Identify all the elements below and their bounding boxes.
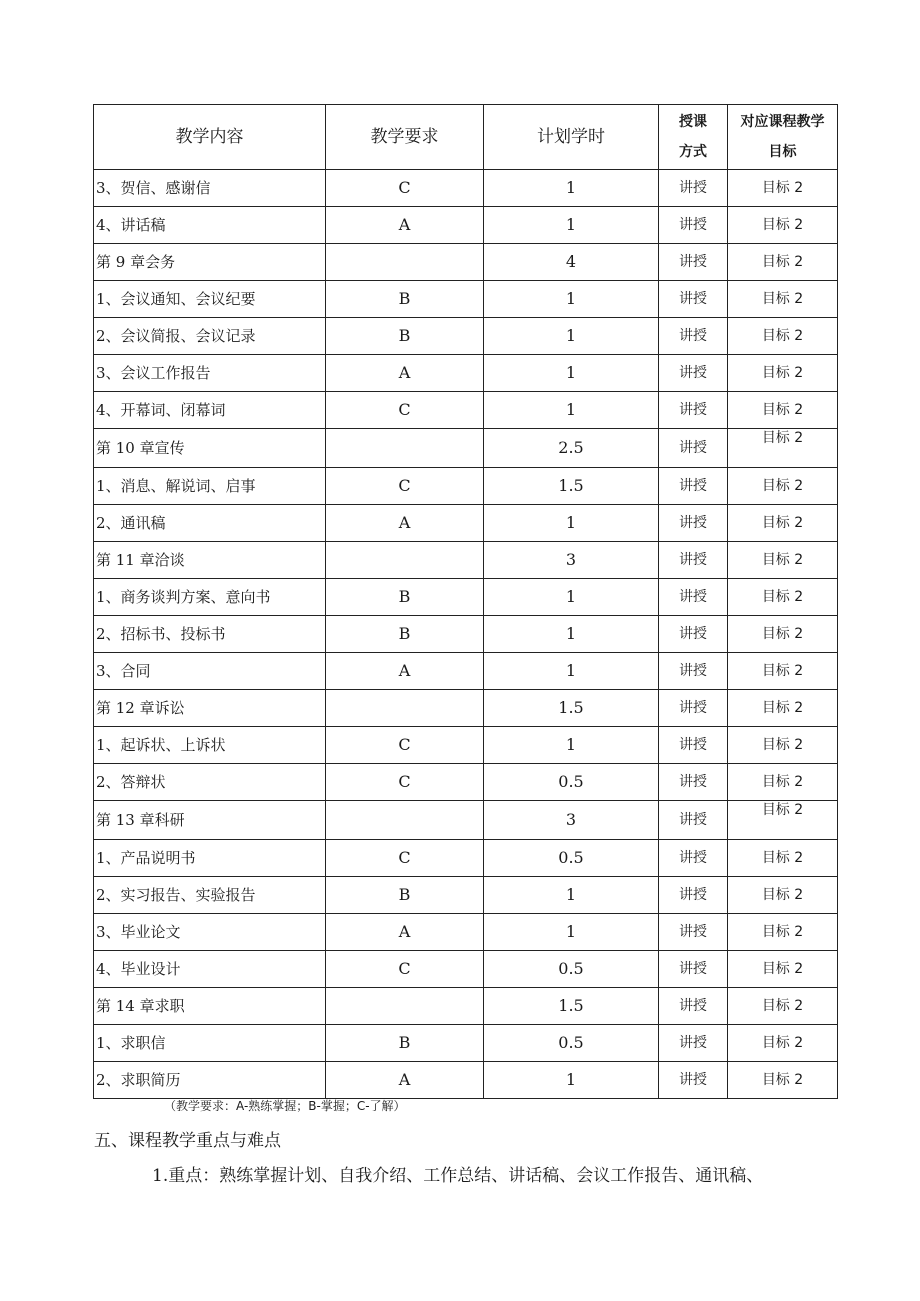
cell-content: 第 12 章诉讼 (94, 690, 326, 727)
table-header-row (94, 105, 838, 170)
header-method-line2: 方式 (679, 144, 707, 160)
cell-method: 讲授 (659, 988, 728, 1025)
table-row (94, 468, 838, 505)
cell-content: 2、招标书、投标书 (94, 616, 326, 653)
cell-goal: 目标 2 (728, 468, 838, 505)
cell-content: 第 9 章会务 (94, 244, 326, 281)
table-row (94, 764, 838, 801)
cell-method: 讲授 (659, 1025, 728, 1062)
cell-content: 第 10 章宣传 (94, 429, 326, 468)
cell-content: 1、起诉状、上诉状 (94, 727, 326, 764)
cell-hours: 0.5 (484, 764, 659, 801)
key-points-text: 1.重点：熟练掌握计划、自我介绍、工作总结、讲话稿、会议工作报告、通讯稿、 (152, 1166, 764, 1186)
cell-requirement: A (326, 653, 484, 690)
cell-content: 4、讲话稿 (94, 207, 326, 244)
cell-method: 讲授 (659, 951, 728, 988)
table-row (94, 579, 838, 616)
cell-method: 讲授 (659, 392, 728, 429)
cell-content: 4、开幕词、闭幕词 (94, 392, 326, 429)
cell-hours: 3 (484, 801, 659, 840)
cell-hours: 3 (484, 542, 659, 579)
cell-hours: 1 (484, 355, 659, 392)
cell-content: 1、商务谈判方案、意向书 (94, 579, 326, 616)
cell-hours: 1 (484, 653, 659, 690)
cell-hours: 1.5 (484, 690, 659, 727)
table-row (94, 801, 838, 840)
header-content: 教学内容 (94, 105, 326, 170)
table-row (94, 170, 838, 207)
header-method (659, 105, 728, 170)
cell-method: 讲授 (659, 281, 728, 318)
cell-method: 讲授 (659, 207, 728, 244)
table-row (94, 840, 838, 877)
cell-method: 讲授 (659, 653, 728, 690)
cell-content: 2、实习报告、实验报告 (94, 877, 326, 914)
cell-goal: 目标 2 (728, 877, 838, 914)
cell-method: 讲授 (659, 505, 728, 542)
cell-goal: 目标 2 (728, 392, 838, 429)
cell-content: 2、会议简报、会议记录 (94, 318, 326, 355)
cell-requirement (326, 429, 484, 468)
cell-goal: 目标 2 (728, 1025, 838, 1062)
cell-hours: 1 (484, 914, 659, 951)
cell-goal: 目标 2 (728, 542, 838, 579)
cell-method: 讲授 (659, 318, 728, 355)
table-row (94, 727, 838, 764)
cell-requirement: C (326, 170, 484, 207)
cell-method: 讲授 (659, 542, 728, 579)
table-row (94, 429, 838, 468)
cell-requirement: B (326, 318, 484, 355)
cell-requirement: B (326, 616, 484, 653)
cell-goal: 目标 2 (728, 801, 838, 840)
cell-goal: 目标 2 (728, 170, 838, 207)
cell-method: 讲授 (659, 170, 728, 207)
table-row (94, 207, 838, 244)
cell-content: 1、产品说明书 (94, 840, 326, 877)
cell-hours: 1 (484, 1062, 659, 1099)
cell-method: 讲授 (659, 914, 728, 951)
cell-method: 讲授 (659, 690, 728, 727)
table-row (94, 355, 838, 392)
cell-content: 3、合同 (94, 653, 326, 690)
cell-method: 讲授 (659, 244, 728, 281)
table-row (94, 914, 838, 951)
cell-hours: 1 (484, 579, 659, 616)
cell-goal: 目标 2 (728, 579, 838, 616)
cell-content: 3、会议工作报告 (94, 355, 326, 392)
cell-hours: 0.5 (484, 1025, 659, 1062)
cell-goal: 目标 2 (728, 1062, 838, 1099)
cell-hours: 1.5 (484, 468, 659, 505)
cell-method: 讲授 (659, 764, 728, 801)
header-method-line1: 授课 (679, 114, 707, 130)
section-heading: 五、课程教学重点与难点 (94, 1131, 281, 1151)
header-goal-line1: 对应课程教学 (740, 114, 825, 130)
cell-requirement: C (326, 727, 484, 764)
cell-requirement: C (326, 840, 484, 877)
cell-method: 讲授 (659, 616, 728, 653)
cell-hours: 1 (484, 318, 659, 355)
table-row (94, 244, 838, 281)
cell-content: 第 11 章洽谈 (94, 542, 326, 579)
cell-content: 3、贺信、感谢信 (94, 170, 326, 207)
cell-hours: 2.5 (484, 429, 659, 468)
cell-hours: 1 (484, 170, 659, 207)
cell-goal: 目标 2 (728, 244, 838, 281)
cell-goal: 目标 2 (728, 653, 838, 690)
cell-content: 1、求职信 (94, 1025, 326, 1062)
cell-goal: 目标 2 (728, 281, 838, 318)
cell-requirement (326, 690, 484, 727)
table-row (94, 281, 838, 318)
table-row (94, 392, 838, 429)
cell-hours: 1 (484, 727, 659, 764)
cell-goal: 目标 2 (728, 318, 838, 355)
cell-requirement: B (326, 877, 484, 914)
table-row (94, 1025, 838, 1062)
header-goal (728, 105, 838, 170)
cell-content: 2、求职简历 (94, 1062, 326, 1099)
cell-requirement (326, 542, 484, 579)
cell-goal: 目标 2 (728, 429, 838, 468)
cell-requirement: C (326, 468, 484, 505)
requirement-legend: （教学要求：A-熟练掌握；B-掌握；C-了解） (164, 1099, 406, 1113)
cell-requirement: A (326, 914, 484, 951)
table-row (94, 951, 838, 988)
cell-content: 1、消息、解说词、启事 (94, 468, 326, 505)
cell-requirement: A (326, 207, 484, 244)
cell-method: 讲授 (659, 727, 728, 764)
cell-requirement: C (326, 392, 484, 429)
cell-goal: 目标 2 (728, 690, 838, 727)
cell-hours: 4 (484, 244, 659, 281)
cell-requirement: A (326, 505, 484, 542)
cell-hours: 1 (484, 505, 659, 542)
cell-method: 讲授 (659, 468, 728, 505)
table-row (94, 318, 838, 355)
cell-goal: 目标 2 (728, 207, 838, 244)
cell-hours: 1.5 (484, 988, 659, 1025)
cell-goal: 目标 2 (728, 727, 838, 764)
cell-method: 讲授 (659, 355, 728, 392)
table-body (94, 170, 838, 1099)
curriculum-table (93, 104, 838, 1099)
cell-hours: 1 (484, 281, 659, 318)
cell-method: 讲授 (659, 1062, 728, 1099)
cell-hours: 1 (484, 616, 659, 653)
cell-method: 讲授 (659, 877, 728, 914)
cell-requirement: B (326, 579, 484, 616)
cell-requirement (326, 988, 484, 1025)
cell-content: 1、会议通知、会议纪要 (94, 281, 326, 318)
cell-content: 第 13 章科研 (94, 801, 326, 840)
cell-hours: 1 (484, 207, 659, 244)
cell-method: 讲授 (659, 840, 728, 877)
cell-content: 4、毕业设计 (94, 951, 326, 988)
cell-goal: 目标 2 (728, 764, 838, 801)
cell-requirement: A (326, 1062, 484, 1099)
cell-goal: 目标 2 (728, 840, 838, 877)
cell-content: 2、通讯稿 (94, 505, 326, 542)
cell-goal: 目标 2 (728, 951, 838, 988)
cell-requirement: C (326, 764, 484, 801)
cell-requirement (326, 244, 484, 281)
cell-method: 讲授 (659, 801, 728, 840)
cell-content: 3、毕业论文 (94, 914, 326, 951)
table-row (94, 653, 838, 690)
table-row (94, 505, 838, 542)
header-requirement: 教学要求 (326, 105, 484, 170)
cell-goal: 目标 2 (728, 616, 838, 653)
cell-content: 第 14 章求职 (94, 988, 326, 1025)
cell-goal: 目标 2 (728, 355, 838, 392)
cell-goal: 目标 2 (728, 505, 838, 542)
cell-content: 2、答辩状 (94, 764, 326, 801)
cell-goal: 目标 2 (728, 988, 838, 1025)
cell-method: 讲授 (659, 579, 728, 616)
table-row (94, 877, 838, 914)
cell-requirement: C (326, 951, 484, 988)
cell-hours: 1 (484, 877, 659, 914)
header-goal-line2: 目标 (768, 144, 797, 160)
cell-hours: 1 (484, 392, 659, 429)
table-row (94, 690, 838, 727)
cell-requirement (326, 801, 484, 840)
cell-requirement: A (326, 355, 484, 392)
table-row (94, 542, 838, 579)
table-row (94, 1062, 838, 1099)
cell-hours: 0.5 (484, 951, 659, 988)
cell-method: 讲授 (659, 429, 728, 468)
cell-requirement: B (326, 281, 484, 318)
table-row (94, 988, 838, 1025)
cell-requirement: B (326, 1025, 484, 1062)
cell-goal: 目标 2 (728, 914, 838, 951)
header-hours: 计划学时 (484, 105, 659, 170)
table-row (94, 616, 838, 653)
cell-hours: 0.5 (484, 840, 659, 877)
